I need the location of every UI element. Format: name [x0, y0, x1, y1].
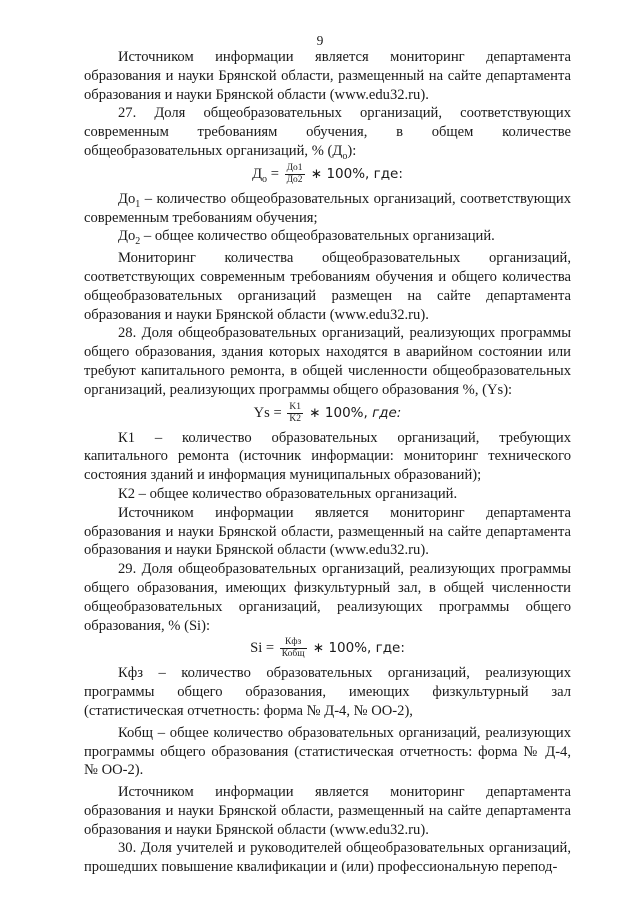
formula-do-denominator: До2 — [286, 174, 303, 185]
formula-ys-tail: ∗ 100%, — [305, 404, 373, 421]
formula-do-numerator: До1 — [286, 162, 303, 173]
formula-si-numerator: Кфз — [280, 637, 307, 649]
formula-ys-fraction — [287, 402, 303, 425]
definition-kobsh: Кобщ – общее количество образовательных организаций, реализующих программы общего образования (статистическая отчетность: форма № Д-4, № ОО-2). — [84, 724, 571, 779]
definition-do2-text: – общее количество общеобразовательных организаций. — [140, 228, 495, 245]
definition-do1-sub: 1 — [135, 198, 141, 210]
paragraph-monitoring: Мониторинг количества общеобразовательных организаций, соответствующих современным требованиям обучения и общего количества общеобразовательных организаций размещен на сайте департамента образования и науки Брянской области (www.edu32.ru). — [84, 250, 571, 323]
definition-do1 — [84, 190, 571, 228]
paragraph-item-30: 30. Доля учителей и руководителей общеобразовательных организаций, прошедших повышение квалификации и (или) профессиональную перепод- — [84, 840, 571, 876]
formula-do-tail: ∗ 100%, где: — [306, 165, 403, 182]
formula-ys-numerator: K1 — [289, 401, 301, 412]
page-number: 9 — [316, 33, 324, 48]
item-27-text: 27. Доля общеобразовательных организаций, соответствующих современным требованиям обучения, в общем количестве общеобразовательных организаций, % (Д — [84, 105, 571, 159]
formula-do-eq: = — [267, 165, 283, 182]
formula-si-eq: = — [262, 640, 278, 657]
formula-si-lhs: Si — [250, 640, 263, 657]
definition-do1-text: – количество общеобразовательных организаций, соответствующих современным требованиям обучения; — [84, 190, 571, 226]
formula-do-lhs: Д — [252, 165, 263, 182]
item-27-sub: о — [342, 150, 348, 162]
definition-do1-term: До — [118, 190, 136, 207]
paragraph-source-info-3: Источником информации является мониторинг департамента образования и науки Брянской области, размещенный на сайте департамента образования и науки Брянской области (www.edu32.ru). — [84, 784, 571, 838]
formula-do-lhs-sub: о — [262, 173, 268, 185]
paragraph-item-28: 28. Доля общеобразовательных организаций, реализующих программы общего образования, здания которых находятся в аварийном состоянии или требуют капитального ремонта, в общей численности общеобразовательных организаций, реализующих программы общего образования %, (Ys): — [84, 325, 571, 398]
formula-si-tail: ∗ 100%, где: — [308, 640, 405, 657]
formula-ys-denominator: K2 — [289, 413, 301, 424]
formula-si — [84, 637, 571, 660]
definition-do2 — [84, 227, 571, 246]
formula-ys-lhs: Ys — [253, 404, 270, 421]
definition-k2: К2 – общее количество образовательных организаций. — [118, 485, 458, 502]
definition-k1: К1 – количество образовательных организаций, требующих капитального ремонта (источник информации: мониторинг технического состояния зданий и информация муниципальных образований); — [84, 429, 571, 484]
document-body — [84, 48, 571, 877]
item-27-end: ): — [347, 142, 357, 159]
formula-ys — [84, 402, 571, 425]
definition-kfz: Кфз – количество образовательных организаций, реализующих программы общего образования, имеющих физкультурный зал (статистическая отчетность: форма № Д-4, № ОО-2), — [84, 665, 571, 719]
paragraph-item-27 — [84, 104, 571, 160]
formula-si-fraction — [280, 637, 307, 660]
formula-si-denominator: Кобщ — [281, 649, 305, 660]
formula-ys-tail-italic: где: — [372, 404, 402, 421]
definition-do2-term: До — [118, 228, 136, 245]
paragraph-item-29: 29. Доля общеобразовательных организаций, реализующих программы общего образования, имеющих физкультурный зал, в общей численности общеобразовательных организаций, реализующих программы общего образования, % (Si): — [84, 561, 571, 634]
paragraph-source-info-2: Источником информации является мониторинг департамента образования и науки Брянской области, размещенный на сайте департамента образования и науки Брянской области (www.edu32.ru). — [84, 504, 571, 559]
paragraph-source-info-1: Источником информации является мониторинг департамента образования и науки Брянской области, размещенный на сайте департамента образования и науки Брянской области (www.edu32.ru). — [84, 49, 571, 103]
definition-do2-sub: 2 — [135, 236, 141, 248]
formula-ys-eq: = — [269, 404, 286, 421]
formula-do-fraction — [285, 163, 305, 186]
formula-do — [84, 163, 571, 186]
